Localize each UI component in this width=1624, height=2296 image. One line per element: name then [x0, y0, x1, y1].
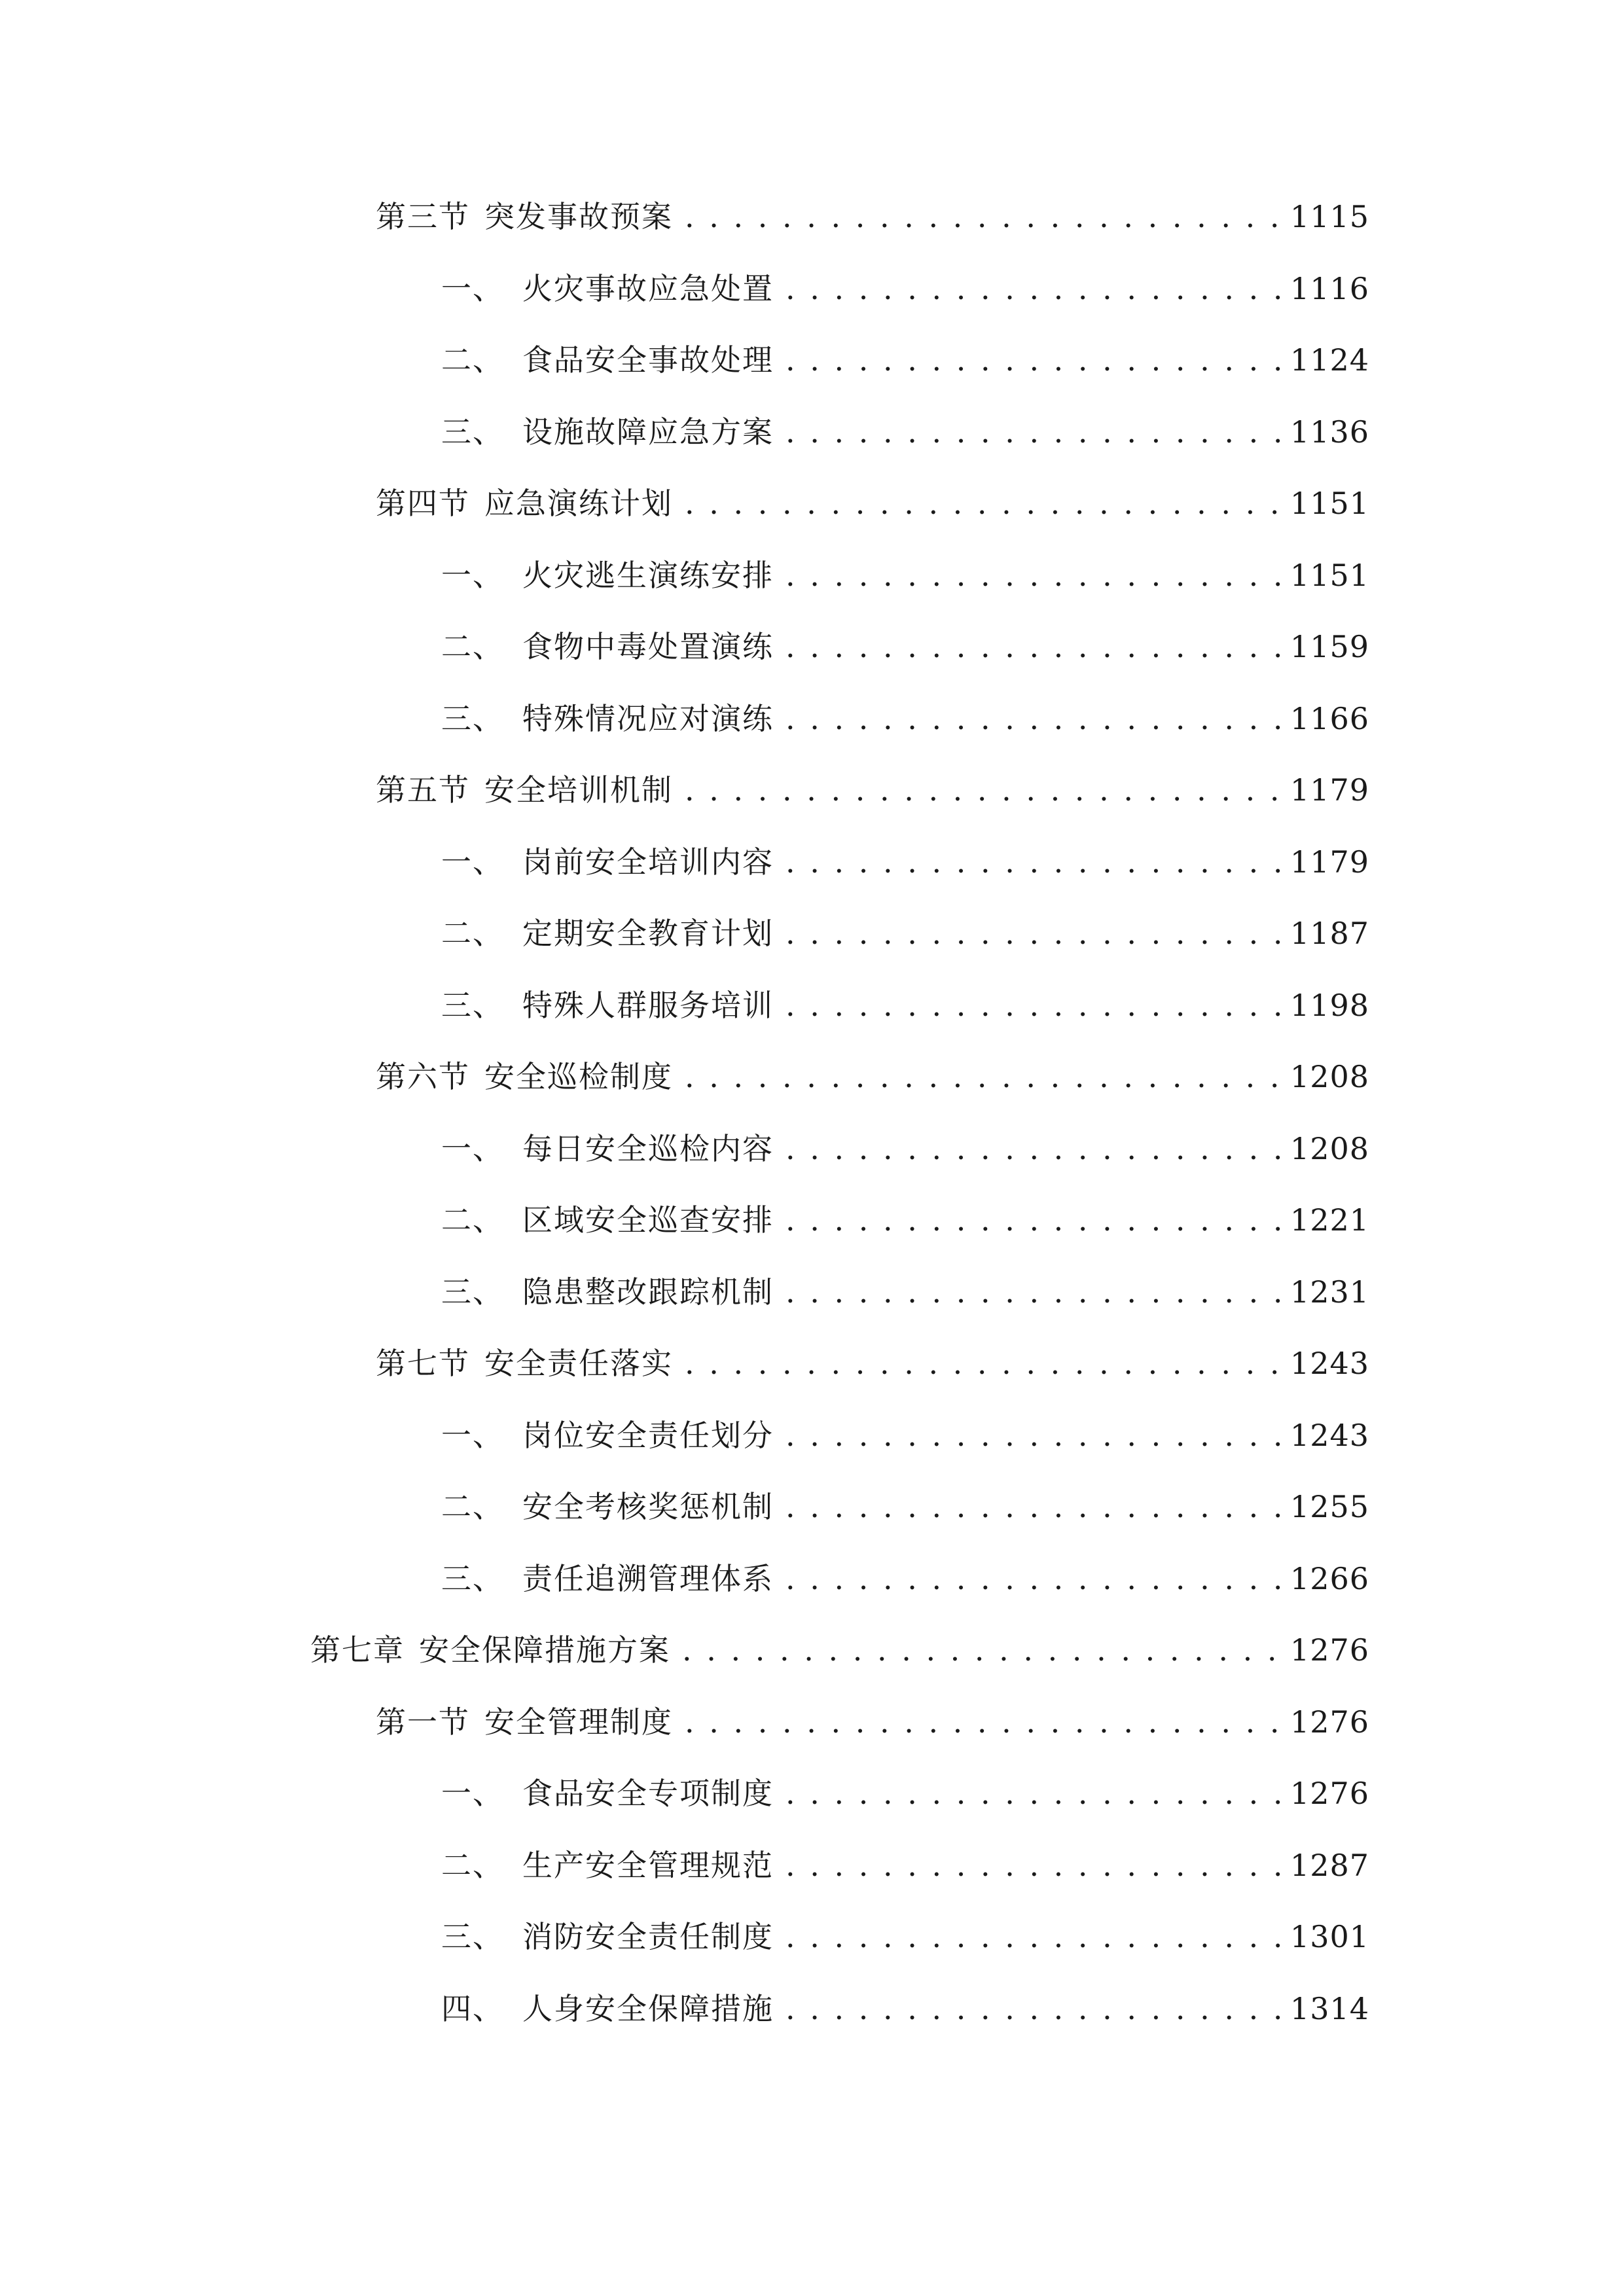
entry-title: 特殊人群服务培训	[522, 988, 774, 1023]
toc-entry-item[interactable]	[441, 1770, 1369, 1816]
page-number: 1276	[1290, 1776, 1369, 1811]
entry-label: 二、	[441, 1848, 504, 1883]
page-number: 1151	[1290, 486, 1369, 521]
entry-title: 定期安全教育计划	[522, 916, 774, 951]
entry-title: 安全考核奖惩机制	[522, 1489, 774, 1524]
entry-label: 一、	[441, 844, 504, 880]
entry-title: 生产安全管理规范	[522, 1848, 774, 1883]
dot-leader	[785, 1842, 1281, 1888]
dot-leader	[785, 839, 1281, 885]
entry-label: 三、	[441, 1274, 504, 1310]
page-number: 1266	[1290, 1561, 1369, 1596]
toc-entry-item[interactable]	[441, 839, 1369, 885]
toc-entry-section[interactable]	[376, 1699, 1369, 1745]
entry-label: 三、	[441, 1561, 504, 1596]
page-number: 1231	[1290, 1274, 1369, 1310]
entry-title: 特殊情况应对演练	[522, 701, 774, 736]
page-number: 1255	[1290, 1489, 1369, 1524]
page-number: 1198	[1290, 988, 1369, 1023]
entry-title: 食品安全事故处理	[522, 342, 774, 378]
toc-entry-item[interactable]	[441, 337, 1369, 383]
dot-leader	[785, 1770, 1281, 1816]
entry-title: 安全保障措施方案	[419, 1632, 670, 1668]
page-number: 1208	[1290, 1059, 1369, 1094]
toc-entry-item[interactable]	[441, 1842, 1369, 1888]
entry-label: 二、	[441, 629, 504, 664]
entry-title: 隐患整改跟踪机制	[522, 1274, 774, 1310]
entry-label: 二、	[441, 342, 504, 378]
dot-leader	[685, 1699, 1281, 1745]
entry-title: 设施故障应急方案	[522, 414, 774, 450]
entry-title: 区域安全巡查安排	[522, 1202, 774, 1238]
entry-label: 三、	[441, 1919, 504, 1954]
entry-label: 一、	[441, 271, 504, 306]
dot-leader	[785, 1269, 1281, 1315]
dot-leader	[682, 1627, 1281, 1673]
entry-label: 一、	[441, 1131, 504, 1166]
entry-title: 安全管理制度	[484, 1704, 673, 1740]
toc-entry-item[interactable]	[441, 1197, 1369, 1243]
entry-title: 火灾事故应急处置	[522, 271, 774, 306]
dot-leader	[685, 480, 1281, 526]
entry-title: 消防安全责任制度	[522, 1919, 774, 1954]
toc-entry-item[interactable]	[441, 1126, 1369, 1172]
page-number: 1187	[1290, 916, 1369, 951]
entry-label: 三、	[441, 988, 504, 1023]
toc-entry-item[interactable]	[441, 910, 1369, 956]
toc-entry-item[interactable]	[441, 1556, 1369, 1602]
toc-entry-item[interactable]	[441, 409, 1369, 455]
page-number: 1208	[1290, 1131, 1369, 1166]
entry-label: 一、	[441, 558, 504, 593]
toc-entry-item[interactable]	[441, 1269, 1369, 1315]
entry-title: 人身安全保障措施	[522, 1991, 774, 2026]
toc-entry-item[interactable]	[441, 1914, 1369, 1960]
entry-title: 安全责任落实	[484, 1346, 673, 1381]
entry-label: 第一节	[376, 1704, 470, 1740]
entry-title: 岗位安全责任划分	[522, 1418, 774, 1453]
toc-entry-section[interactable]	[376, 480, 1369, 526]
page-number: 1124	[1290, 342, 1369, 378]
toc-entry-item[interactable]	[441, 1412, 1369, 1458]
entry-label: 二、	[441, 1489, 504, 1524]
dot-leader	[785, 1484, 1281, 1530]
toc-entry-item[interactable]	[441, 1986, 1369, 2032]
entry-title: 岗前安全培训内容	[522, 844, 774, 880]
dot-leader	[785, 1986, 1281, 2032]
entry-label: 一、	[441, 1776, 504, 1811]
page-number: 1115	[1290, 199, 1369, 234]
toc-entry-item[interactable]	[441, 1484, 1369, 1530]
entry-label: 二、	[441, 916, 504, 951]
entry-title: 食品安全专项制度	[522, 1776, 774, 1811]
dot-leader	[685, 767, 1281, 813]
entry-title: 责任追溯管理体系	[522, 1561, 774, 1596]
page-number: 1221	[1290, 1202, 1369, 1238]
dot-leader	[685, 194, 1281, 240]
entry-label: 三、	[441, 701, 504, 736]
page-number: 1136	[1290, 414, 1369, 450]
dot-leader	[785, 1197, 1281, 1243]
entry-label: 二、	[441, 1202, 504, 1238]
page-number: 1179	[1290, 844, 1369, 880]
entry-title: 安全巡检制度	[484, 1059, 673, 1094]
dot-leader	[785, 1556, 1281, 1602]
page-number: 1301	[1290, 1919, 1369, 1954]
entry-label: 第四节	[376, 486, 470, 521]
entry-label: 第六节	[376, 1059, 470, 1094]
page-number: 1151	[1290, 558, 1369, 593]
toc-entry-section[interactable]	[376, 767, 1369, 813]
dot-leader	[785, 266, 1281, 312]
page-number: 1179	[1290, 772, 1369, 808]
entry-title: 应急演练计划	[484, 486, 673, 521]
page-number: 1314	[1290, 1991, 1369, 2026]
entry-label: 第七章	[310, 1632, 405, 1668]
entry-label: 第五节	[376, 772, 470, 808]
dot-leader	[785, 1412, 1281, 1458]
dot-leader	[685, 1054, 1281, 1100]
page-number: 1159	[1290, 629, 1369, 664]
toc-entry-item[interactable]	[441, 552, 1369, 598]
toc-entry-chapter[interactable]	[310, 1627, 1369, 1673]
page-number: 1276	[1290, 1632, 1369, 1668]
dot-leader	[685, 1340, 1281, 1386]
toc-entry-item[interactable]	[441, 696, 1369, 742]
page-number: 1243	[1290, 1418, 1369, 1453]
page-number: 1116	[1290, 271, 1369, 306]
entry-label: 第三节	[376, 199, 470, 234]
entry-label: 三、	[441, 414, 504, 450]
entry-title: 突发事故预案	[484, 199, 673, 234]
page-number: 1243	[1290, 1346, 1369, 1381]
entry-title: 每日安全巡检内容	[522, 1131, 774, 1166]
page-number: 1276	[1290, 1704, 1369, 1740]
dot-leader	[785, 624, 1281, 670]
page-number: 1166	[1290, 701, 1369, 736]
toc-entry-section[interactable]	[376, 1054, 1369, 1100]
dot-leader	[785, 337, 1281, 383]
dot-leader	[785, 696, 1281, 742]
entry-label: 第七节	[376, 1346, 470, 1381]
toc-entry-item[interactable]	[441, 982, 1369, 1028]
dot-leader	[785, 982, 1281, 1028]
toc-entry-item[interactable]	[441, 624, 1369, 670]
dot-leader	[785, 1914, 1281, 1960]
dot-leader	[785, 1126, 1281, 1172]
toc-entry-section[interactable]	[376, 1340, 1369, 1386]
dot-leader	[785, 409, 1281, 455]
toc-entry-section[interactable]	[376, 194, 1369, 240]
page-number: 1287	[1290, 1848, 1369, 1883]
dot-leader	[785, 552, 1281, 598]
entry-label: 一、	[441, 1418, 504, 1453]
entry-title: 火灾逃生演练安排	[522, 558, 774, 593]
entry-label: 四、	[441, 1991, 504, 2026]
toc-entry-item[interactable]	[441, 266, 1369, 312]
entry-title: 食物中毒处置演练	[522, 629, 774, 664]
entry-title: 安全培训机制	[484, 772, 673, 808]
dot-leader	[785, 910, 1281, 956]
